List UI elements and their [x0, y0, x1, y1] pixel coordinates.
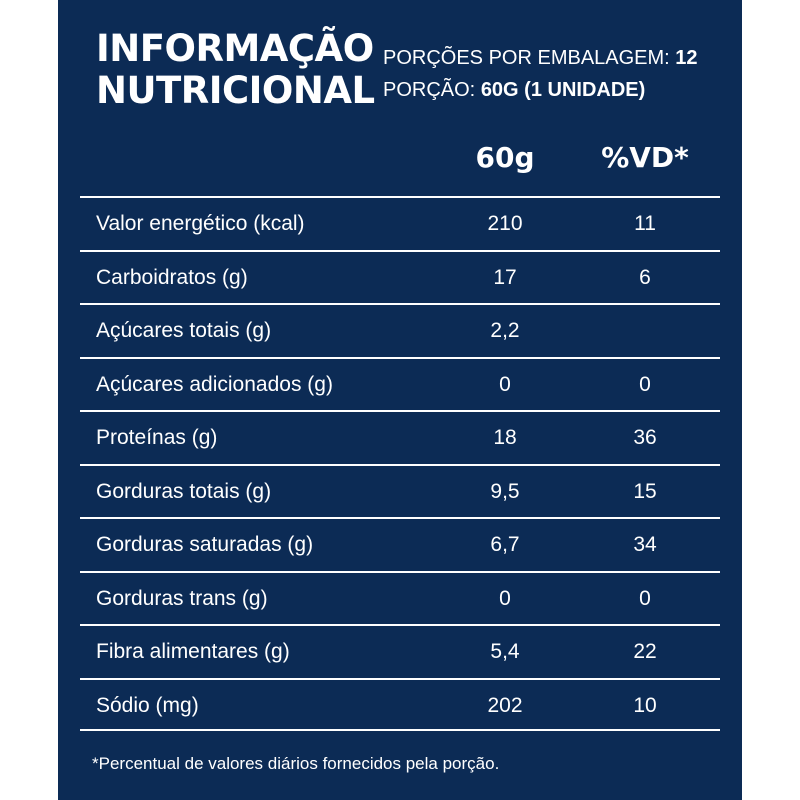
servings-label: PORÇÕES POR EMBALAGEM:: [383, 47, 670, 69]
nutrient-daily-value: 6: [639, 265, 651, 289]
column-header-daily-value: %VD*: [601, 141, 689, 174]
nutrient-name: Gorduras totais (g): [96, 479, 272, 503]
nutrient-name: Valor energético (kcal): [96, 212, 305, 235]
nutrient-daily-value: 10: [633, 693, 657, 717]
servings-value: 12: [675, 47, 698, 69]
nutrient-name: Gorduras trans (g): [96, 586, 268, 610]
nutrient-name: Sódio (mg): [96, 693, 199, 717]
nutrient-table: [80, 196, 720, 731]
column-header-amount: 60g: [475, 141, 535, 174]
table-row: [80, 250, 720, 304]
table-row: [80, 303, 720, 357]
nutrient-amount: 5,4: [490, 640, 520, 663]
nutrient-name: Carboidratos (g): [96, 265, 248, 289]
nutrient-name: Proteínas (g): [96, 426, 218, 449]
title-line-2: NUTRICIONAL: [96, 69, 375, 112]
nutrient-name: Gorduras saturadas (g): [96, 533, 314, 556]
nutrition-facts-panel: [58, 0, 742, 800]
table-row: [80, 678, 720, 732]
serving-info: [383, 42, 698, 106]
nutrient-amount: 210: [487, 212, 523, 235]
table-row: [80, 410, 720, 464]
nutrient-daily-value: 22: [633, 640, 657, 663]
nutrient-amount: 0: [499, 372, 511, 396]
nutrient-amount: 202: [487, 693, 523, 717]
portion-label: PORÇÃO:: [383, 79, 476, 101]
nutrient-amount: 2,2: [490, 319, 520, 342]
nutrient-daily-value: 15: [633, 479, 657, 503]
title-line-1: INFORMAÇÃO: [96, 27, 374, 70]
servings-per-package: [383, 42, 698, 74]
table-row: [80, 571, 720, 625]
nutrient-daily-value: 36: [633, 426, 657, 449]
nutrient-daily-value: 0: [639, 586, 651, 610]
footnote: *Percentual de valores diários fornecidos pela porção.: [92, 754, 500, 773]
nutrient-amount: 6,7: [490, 533, 520, 556]
table-row: [80, 196, 720, 250]
table-row: [80, 464, 720, 518]
table-row: [80, 624, 720, 678]
nutrient-daily-value: 0: [639, 372, 651, 396]
nutrient-daily-value: [575, 305, 715, 356]
nutrient-daily-value: 11: [634, 212, 656, 235]
portion-size: [383, 74, 698, 106]
table-row: [80, 517, 720, 571]
nutrient-amount: 9,5: [490, 479, 520, 503]
nutrient-amount: 18: [493, 426, 517, 449]
nutrient-daily-value: 34: [633, 533, 657, 556]
nutrient-name: Açúcares totais (g): [96, 319, 272, 342]
nutrient-name: Açúcares adicionados (g): [96, 372, 333, 396]
nutrient-name: Fibra alimentares (g): [96, 640, 290, 663]
nutrient-amount: 0: [499, 586, 511, 610]
table-row: [80, 357, 720, 411]
nutrient-amount: 17: [493, 265, 517, 289]
portion-value: 60G (1 UNIDADE): [480, 79, 646, 101]
nutrition-title: [96, 28, 375, 112]
